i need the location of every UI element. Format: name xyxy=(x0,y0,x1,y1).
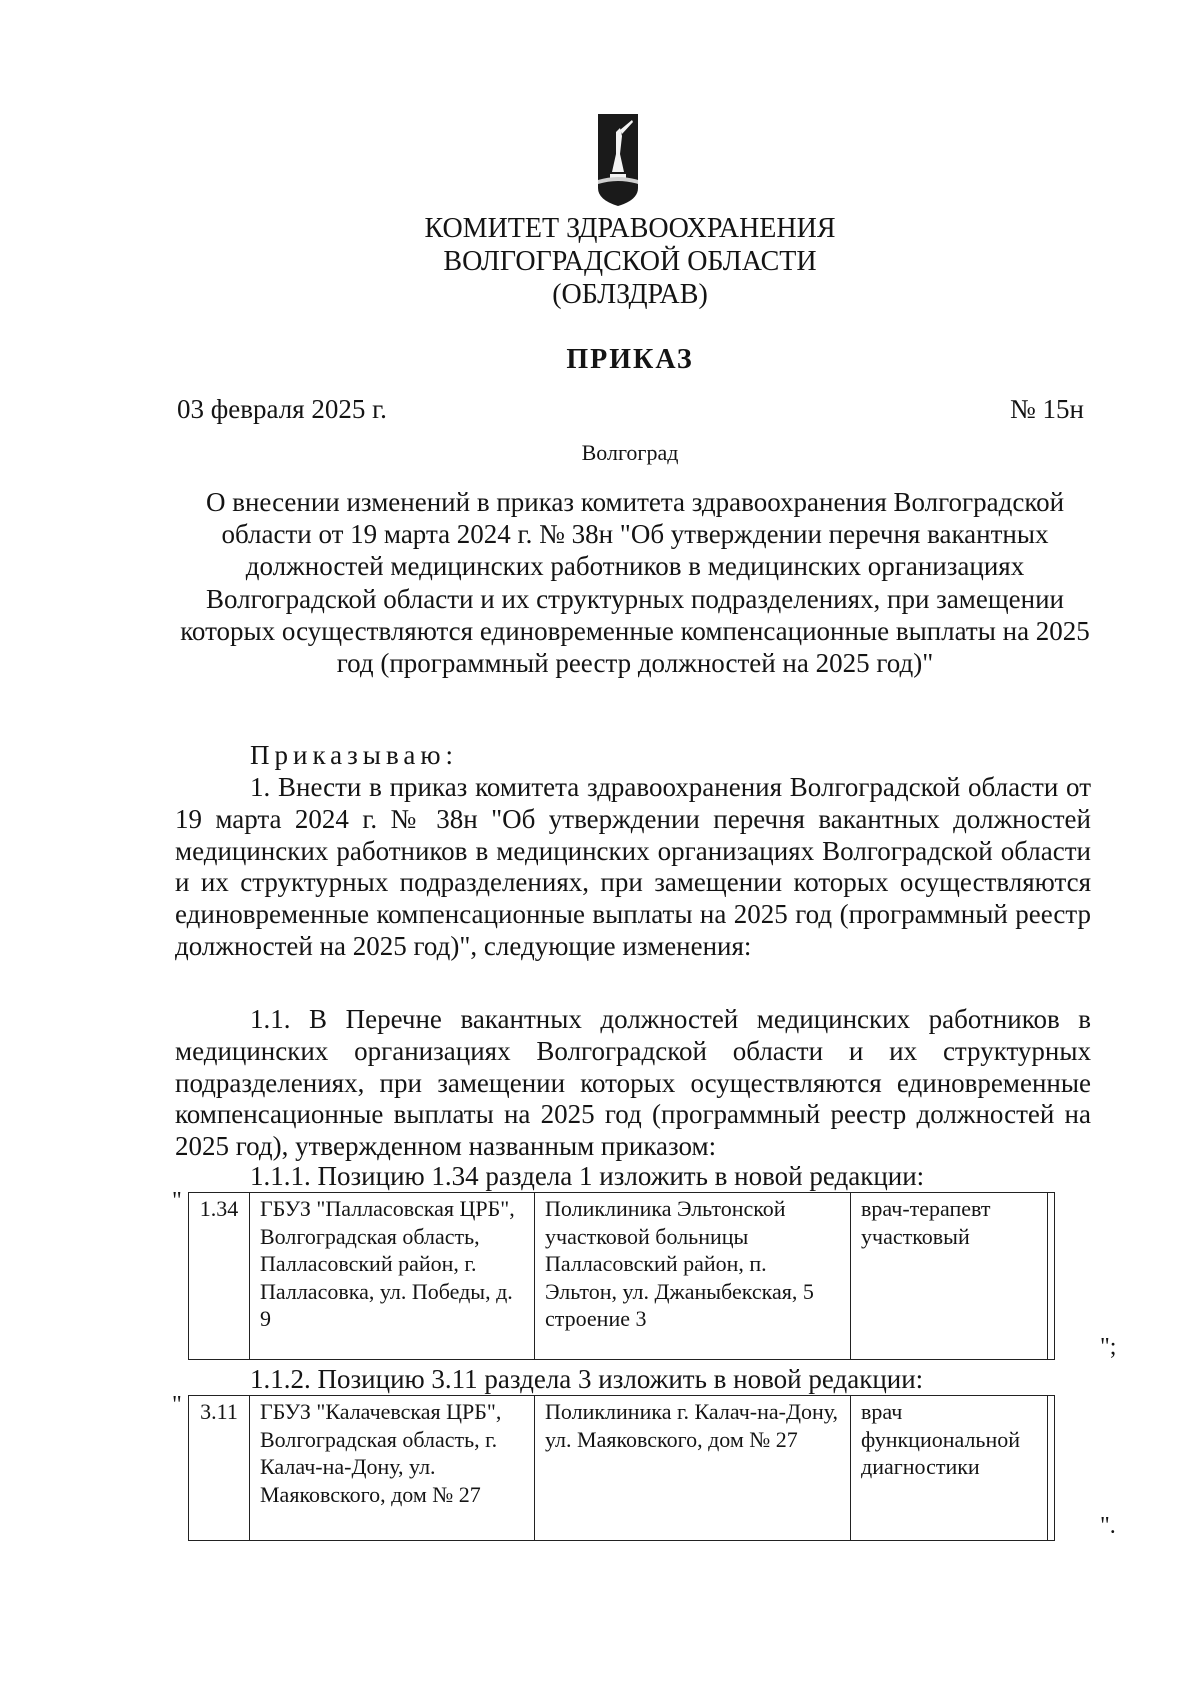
position-table-2 xyxy=(188,1395,1055,1541)
empty-cell xyxy=(1048,1193,1055,1360)
committee-line: (ОБЛЗДРАВ) xyxy=(552,279,708,310)
empty-cell xyxy=(1048,1396,1055,1541)
position-table-1 xyxy=(188,1192,1055,1360)
position-number: 1.34 xyxy=(189,1193,250,1360)
committee-line: КОМИТЕТ ЗДРАВООХРАНЕНИЯ xyxy=(424,213,836,244)
close-quote: ". xyxy=(1100,1513,1116,1539)
committee-line: ВОЛГОГРАДСКОЙ ОБЛАСТИ xyxy=(443,246,817,277)
unit-cell: Поликлиника Эльтонской участковой больницы Палласовский район, п. Эльтон, ул. Джаныбекская, 5 строение 3 xyxy=(535,1193,851,1360)
table-row xyxy=(189,1396,1055,1541)
position-cell: врач-терапевт участковый xyxy=(851,1193,1048,1360)
document-date: 03 февраля 2025 г. xyxy=(177,394,387,424)
organization-cell: ГБУЗ "Палласовская ЦРБ", Волгоградская область, Палласовский район, г. Палласовка, ул. Победы, д. 9 xyxy=(250,1193,535,1360)
paragraph-1: 1. Внести в приказ комитета здравоохранения Волгоградской области от 19 марта 2024 г. № 38н "Об утверждении перечня вакантных должностей медицинских работников в медицинских организациях Волгоградской области и их структурных подразделениях, при замещении которых осуществляются единовременные компенсационные выплаты на 2025 год (программный реестр должностей на 2025 год)", следующие изменения: xyxy=(175,772,1091,961)
document-title: ПРИКАЗ xyxy=(566,344,694,375)
document-number: № 15н xyxy=(1010,394,1084,424)
item-1-1-1: 1.1.1. Позицию 1.34 раздела 1 изложить в новой редакции: xyxy=(250,1161,925,1191)
open-quote: " xyxy=(172,1188,182,1214)
item-1-1-2: 1.1.2. Позицию 3.11 раздела 3 изложить в новой редакции: xyxy=(250,1364,924,1394)
unit-cell: Поликлиника г. Калач-на-Дону, ул. Маяковского, дом № 27 xyxy=(535,1396,851,1541)
coat-of-arms-icon xyxy=(598,114,638,206)
organization-cell: ГБУЗ "Калачевская ЦРБ", Волгоградская область, г. Калач-на-Дону, ул. Маяковского, дом № 27 xyxy=(250,1396,535,1541)
document-subject: О внесении изменений в приказ комитета здравоохранения Волгоградской области от 19 марта 2024 г. № 38н "Об утверждении перечня вакантных должностей медицинских работников в медицинских организациях Волгоградской области и их структурных подразделениях, при замещении которых осуществляются единовременные компенсационные выплаты на 2025 год (программный реестр должностей на 2025 год)" xyxy=(180,487,1090,679)
position-number: 3.11 xyxy=(189,1396,250,1541)
open-quote: " xyxy=(172,1392,182,1418)
order-word: Приказываю: xyxy=(250,740,458,770)
position-cell: врач функциональной диагностики xyxy=(851,1396,1048,1541)
table-row xyxy=(189,1193,1055,1360)
committee-name xyxy=(330,212,930,311)
document-city: Волгоград xyxy=(581,440,679,465)
close-quote: "; xyxy=(1100,1334,1117,1360)
paragraph-1-1: 1.1. В Перечне вакантных должностей медицинских работников в медицинских организациях Волгоградской области и их структурных подразделениях, при замещении которых осуществляются единовременные компенсационные выплаты на 2025 год (программный реестр должностей на 2025 год), утвержденном названным приказом: xyxy=(175,1004,1091,1162)
